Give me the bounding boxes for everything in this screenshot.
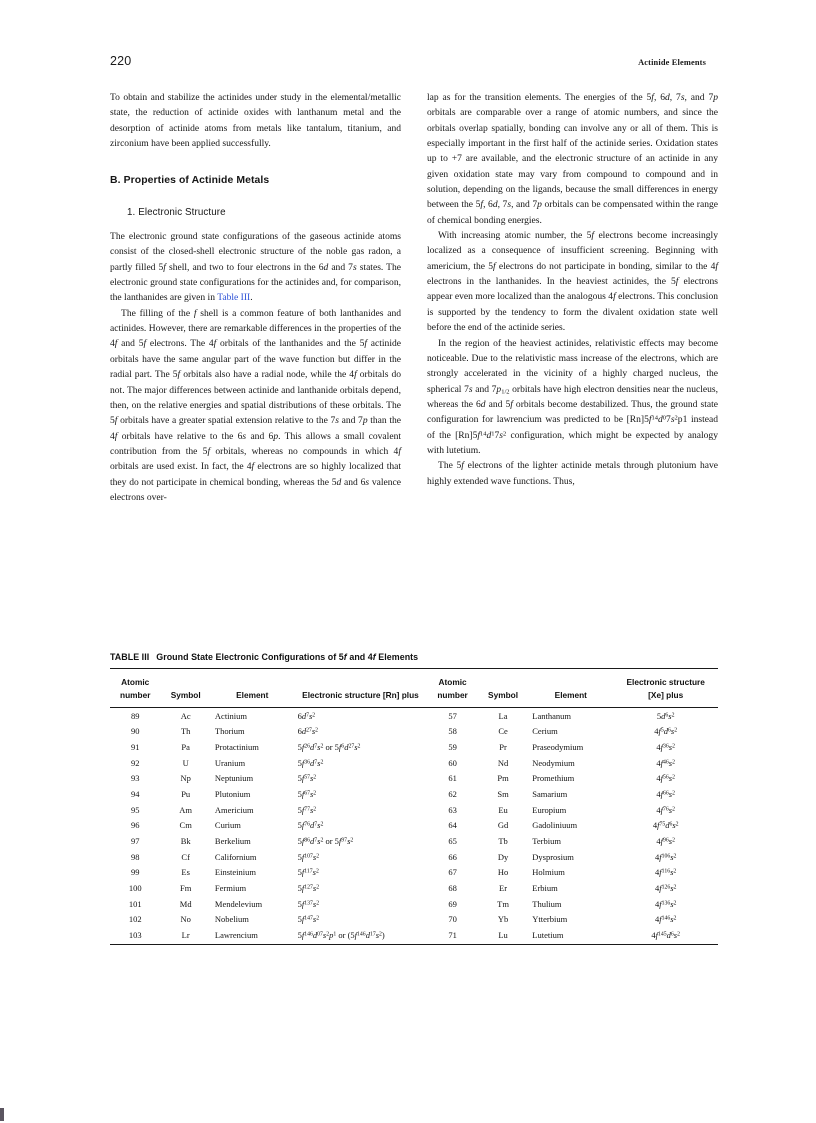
- caption-symbol-f-2: f: [372, 652, 376, 662]
- cell-element-name-right: Praseodymium: [532, 741, 584, 752]
- cell-configuration-xe: $4f^{36}s^2$: [656, 741, 675, 752]
- cell-configuration-rn: $5f^{137}s^2$: [297, 898, 320, 909]
- cell-element-name-right: Dysprosium: [532, 851, 574, 862]
- cell-element-name: Lawrencium: [214, 930, 258, 941]
- cell-element-name: Mendelevium: [214, 898, 263, 909]
- cell-atomic-number-right: 59: [448, 741, 457, 752]
- table-header: [110, 669, 718, 707]
- cell-symbol-right: Gd: [497, 820, 509, 831]
- cell-element-name-right: Neodymium: [532, 757, 575, 768]
- cell-symbol-right: Pr: [499, 741, 507, 752]
- cell-configuration-xe: $4f^{146}s^2$: [654, 914, 677, 925]
- table-row: [110, 834, 718, 850]
- table-title-part3: Elements: [375, 652, 419, 662]
- table-iii-link[interactable]: Table III: [217, 292, 251, 304]
- text-run-d: states. The electronic ground state configurations for the actinides and, for comparison, the lanthanides are given in: [110, 261, 402, 304]
- paragraph-obtain-stabilize: To obtain and stabilize the actinides under study in the elemental/metallic state, the reduction of actinide oxides with lanthanum metal and the desorption of actinide atoms from metals like tantalum, titanium, and zirconium have been applied successfully.: [110, 92, 401, 150]
- table-row: [110, 740, 718, 756]
- symbol-d: d: [323, 261, 329, 273]
- cell-symbol: Md: [179, 898, 192, 909]
- header-config-xe-line2: [Xe] plus: [648, 689, 684, 700]
- table-row: [110, 771, 718, 787]
- cell-atomic-number-right: 61: [448, 773, 457, 784]
- cell-symbol: Lr: [181, 930, 190, 941]
- cell-element-name: Uranium: [214, 757, 246, 768]
- cell-configuration-rn: $6d^7s^2$: [297, 710, 316, 721]
- table-header-row: [110, 669, 718, 707]
- cell-configuration-rn: $5f^{57}s^2$: [297, 773, 317, 784]
- header-symbol-right: Symbol: [488, 689, 519, 700]
- cell-atomic-number-right: 66: [448, 851, 457, 862]
- cell-configuration-rn: $5f^{107}s^2$: [297, 851, 320, 862]
- header-atomic-line2-right: number: [437, 689, 468, 700]
- table-body: [110, 708, 718, 943]
- table-row: [110, 802, 718, 818]
- cell-symbol: Am: [179, 804, 193, 815]
- cell-atomic-number: 97: [130, 836, 140, 847]
- cell-atomic-number: 94: [130, 788, 140, 799]
- cell-atomic-number: 96: [130, 820, 140, 831]
- cell-element-name: Einsteinium: [214, 867, 256, 878]
- cell-atomic-number-right: 60: [448, 757, 457, 768]
- text-run-c: and 7: [328, 261, 353, 273]
- header-element-left: Element: [236, 689, 269, 700]
- cell-atomic-number-right: 58: [448, 726, 457, 737]
- table-bottom-rule: [110, 944, 718, 945]
- header-atomic-number-left: [110, 669, 160, 707]
- symbol-s: s: [352, 261, 357, 273]
- cell-atomic-number: 95: [130, 804, 140, 815]
- header-config-xe-line1: Electronic structure: [626, 677, 705, 687]
- cell-configuration-rn: $5f^{117}s^2$: [297, 867, 319, 878]
- cell-element-name-right: Lanthanum: [532, 710, 571, 721]
- cell-element-name: Berkelium: [214, 836, 251, 847]
- cell-configuration-rn: $5f^{36}d^7s^2$: [297, 757, 324, 768]
- cell-element-name: Americium: [214, 804, 254, 815]
- cell-element-name-right: Lutetium: [532, 930, 564, 941]
- cell-element-name-right: Holmium: [532, 867, 565, 878]
- cell-element-name-right: Erbium: [532, 883, 558, 894]
- cell-atomic-number-right: 63: [448, 804, 457, 815]
- cell-configuration-rn: $5f^{77}s^2$: [297, 804, 317, 815]
- cell-atomic-number-right: 71: [448, 930, 457, 941]
- cell-element-name: Fermium: [214, 883, 247, 894]
- cell-element-name-right: Cerium: [532, 726, 558, 737]
- table-label: TABLE III: [110, 652, 150, 662]
- table-row: [110, 755, 718, 771]
- cell-atomic-number: 92: [130, 757, 140, 768]
- header-config-xe: [613, 669, 718, 707]
- caption-symbol-f-1: f: [343, 652, 347, 662]
- symbol-f: f: [163, 261, 166, 273]
- cell-symbol-right: Lu: [498, 930, 508, 941]
- cell-symbol: Fm: [180, 883, 192, 894]
- cell-atomic-number: 101: [128, 898, 142, 909]
- header-atomic-line1: Atomic: [121, 677, 150, 687]
- cell-configuration-rn: $5f^{146}d^{07}s^2p^1$ or $(5f^{146}d^{17}s^2)$: [297, 930, 385, 941]
- cell-symbol-right: Er: [499, 883, 508, 894]
- cell-configuration-xe: $4f^{66}s^2$: [656, 788, 675, 799]
- cell-symbol: No: [180, 914, 191, 925]
- body-columns: [110, 90, 718, 650]
- cell-symbol-right: Pm: [497, 773, 509, 784]
- cell-element-name: Actinium: [214, 710, 248, 721]
- cell-element-name: Protactinium: [214, 741, 259, 752]
- cell-configuration-xe: $4f^{96}s^2$: [656, 836, 675, 847]
- table-row: [110, 865, 718, 881]
- cell-configuration-xe: $4f^{46}s^2$: [656, 757, 675, 768]
- cell-element-name-right: Ytterbium: [532, 914, 568, 925]
- cell-symbol: Np: [180, 773, 191, 784]
- cell-symbol-right: Eu: [498, 804, 508, 815]
- header-config-rn: Electronic structure [Rn] plus: [302, 689, 419, 700]
- cell-element-name-right: Europium: [532, 804, 567, 815]
- running-head-title: Actinide Elements: [638, 58, 706, 67]
- cell-atomic-number: 89: [130, 710, 140, 721]
- cell-symbol: Th: [180, 726, 191, 737]
- cell-configuration-xe: $4f^{106}s^2$: [654, 851, 677, 862]
- cell-atomic-number: 100: [128, 883, 142, 894]
- cell-element-name: Curium: [214, 820, 241, 831]
- cell-symbol: Cf: [181, 851, 190, 862]
- cell-configuration-xe: $4f^{75}d^6s^2$: [652, 820, 679, 831]
- table-title-part1: Ground State Electronic Configurations of 5: [156, 652, 344, 662]
- cell-element-name: Californium: [214, 851, 257, 862]
- paragraph-lighter-actinide-metals: The 5f electrons of the lighter actinide metals through plutonium have highly extended wave functions. Thus,: [427, 460, 718, 487]
- cell-element-name: Nobelium: [214, 914, 249, 925]
- cell-configuration-xe: $4f^{76}s^2$: [656, 804, 675, 815]
- cell-atomic-number: 103: [128, 930, 142, 941]
- paragraph-filling-f-shell: The filling of the f shell is a common feature of both lanthanides and actinides. However, there are remarkable differences in the properties of the 4f and 5f electrons. The 4f orbitals of the lanthanides and the 5f actinide orbitals have the same angular part of the wave function but differ in the radial part. The 5f orbitals also have a radial node, while the 4f orbitals do not. The major differences between actinide and lanthanide orbitals depend, then, on the relative energies and spatial distributions of these orbitals. The 5f orbitals have a greater spatial extension relative to the 7s and 7p than the 4f orbitals have relative to the 6s and 6p. This allows a small covalent contribution from the 5f orbitals, whereas no compounds in which 4f orbitals are used exist. In fact, the 4f electrons are so highly localized that they do not participate in chemical bonding, whereas the 5d and 6s valence electrons over-: [110, 307, 402, 503]
- cell-symbol-right: Sm: [497, 788, 509, 799]
- header-atomic-line1-right: Atomic: [438, 677, 467, 687]
- table-row: [110, 928, 718, 944]
- text-run-e: .: [250, 292, 253, 304]
- table-row: [110, 818, 718, 834]
- cell-symbol: U: [182, 757, 189, 768]
- page-edge-artifact: [0, 1108, 4, 1121]
- cell-element-name-right: Samarium: [532, 788, 568, 799]
- cell-configuration-xe: $4f^{116}s^2$: [655, 867, 677, 878]
- cell-atomic-number: 91: [130, 741, 140, 752]
- cell-element-name-right: Terbium: [532, 836, 561, 847]
- left-column: [110, 90, 401, 650]
- table-row: [110, 787, 718, 803]
- cell-atomic-number-right: 57: [448, 710, 457, 721]
- table-title-part2: and 4: [346, 652, 373, 662]
- table-row: [110, 724, 718, 740]
- cell-symbol-right: La: [498, 710, 508, 721]
- cell-configuration-rn: $5f^{127}s^2$: [297, 883, 320, 894]
- cell-atomic-number: 99: [130, 867, 140, 878]
- cell-symbol-right: Ce: [498, 726, 508, 737]
- paragraph-electronic-configurations: [110, 229, 401, 306]
- cell-atomic-number-right: 67: [448, 867, 457, 878]
- cell-atomic-number: 98: [130, 851, 140, 862]
- cell-symbol: Bk: [180, 836, 191, 847]
- cell-element-name-right: Thulium: [532, 898, 562, 909]
- cell-configuration-xe: $5d^6s^2$: [656, 710, 675, 721]
- table-row: [110, 881, 718, 897]
- configurations-table-body: [110, 708, 718, 943]
- text-run-b: shell, and two to four electrons in the 6: [165, 261, 324, 273]
- cell-atomic-number-right: 65: [448, 836, 457, 847]
- cell-symbol: Pu: [181, 788, 191, 799]
- cell-symbol-right: Tm: [497, 898, 509, 909]
- table-iii-block: [110, 652, 718, 945]
- cell-atomic-number: 90: [130, 726, 140, 737]
- cell-configuration-xe: $4f^{145}d^6s^2$: [651, 930, 680, 941]
- cell-atomic-number-right: 69: [448, 898, 457, 909]
- header-atomic-line2: number: [120, 689, 151, 700]
- cell-element-name: Thorium: [214, 726, 245, 737]
- cell-configuration-xe: $4f^{56}s^2$: [656, 773, 675, 784]
- cell-configuration-rn: $6d^{27}s^2$: [297, 726, 319, 737]
- running-head: [110, 54, 706, 70]
- section-heading-properties: B. Properties of Actinide Metals: [110, 175, 270, 187]
- page-number: 220: [110, 54, 132, 68]
- cell-symbol-right: Ho: [497, 867, 509, 878]
- cell-symbol-right: Nd: [497, 757, 509, 768]
- cell-symbol-right: Yb: [497, 914, 509, 925]
- cell-symbol: Cm: [179, 820, 192, 831]
- subsection-heading-electronic-structure: 1. Electronic Structure: [127, 206, 226, 218]
- cell-configuration-rn: $5f^{26}d^7s^2$ or $5f^6d^{27}s^2$: [297, 741, 361, 752]
- cell-configuration-xe: $4f^5d^6s^2$: [654, 726, 678, 737]
- cell-element-name-right: Promethium: [532, 773, 575, 784]
- cell-atomic-number-right: 68: [448, 883, 457, 894]
- cell-configuration-rn: $5f^{76}d^7s^2$: [297, 820, 324, 831]
- cell-element-name: Neptunium: [214, 773, 254, 784]
- text-run-a: The electronic ground state configurations of the gaseous actinide atoms consist of the closed-shell electronic structure of the noble gas radon, a partly filled 5: [110, 231, 401, 273]
- cell-atomic-number-right: 64: [448, 820, 457, 831]
- cell-atomic-number-right: 62: [448, 788, 457, 799]
- header-atomic-number-right: [427, 669, 477, 707]
- cell-atomic-number: 93: [130, 773, 140, 784]
- table-row: [110, 849, 718, 865]
- cell-configuration-xe: $4f^{126}s^2$: [654, 883, 677, 894]
- paragraph-increasing-atomic-number: With increasing atomic number, the 5f electrons become increasingly localized as a consequence of insufficient screening. Beginning with americium, the 5f electrons do not participate in bonding, similar to the 4f electrons in the lanthanides. In the heaviest actinides, the 5f electrons appear even more localized than the analogous 4f electrons. This conclusion is supported by the tendency to form the divalent oxidation state well before the end of the actinide series.: [427, 230, 719, 334]
- cell-symbol: Ac: [180, 710, 191, 721]
- cell-configuration-rn: $5f^{67}s^2$: [297, 788, 317, 799]
- table-row: [110, 896, 718, 912]
- cell-configuration-xe: $4f^{136}s^2$: [654, 898, 677, 909]
- header-element-right: Element: [554, 689, 587, 700]
- table-row: [110, 912, 718, 928]
- cell-symbol-right: Dy: [497, 851, 509, 862]
- cell-symbol: Es: [181, 867, 190, 878]
- cell-element-name-right: Gadoliniuum: [532, 820, 578, 831]
- table-row: [110, 708, 718, 724]
- cell-element-name: Plutonium: [214, 788, 251, 799]
- paragraph-overlap-transition: lap as for the transition elements. The energies of the 5f, 6d, 7s, and 7p orbitals are comparable over a range of atomic numbers, and since the orbitals overlap spatially, bonding can involve any or all of them. This is especially important in the first half of the actinide series. Oxidation states up to +7 are available, and the electronic structure of an actinide in any given oxidation state may vary from compound to compound and in solution, depending on the ligands, because the small differences in energy between the 5f, 6d, 7s, and 7p orbitals can be compensated within the range of chemical bonding energies.: [427, 92, 719, 226]
- cell-symbol-right: Tb: [498, 836, 508, 847]
- cell-configuration-rn: $5f^{86}d^7s^2$ or $5f^{97}s^2$: [297, 836, 354, 847]
- table-caption: [110, 652, 718, 662]
- header-symbol-left: Symbol: [170, 689, 201, 700]
- configurations-table: [110, 669, 718, 707]
- cell-atomic-number: 102: [128, 914, 142, 925]
- right-column: [427, 90, 718, 650]
- cell-configuration-rn: $5f^{147}s^2$: [297, 914, 320, 925]
- cell-atomic-number-right: 70: [448, 914, 457, 925]
- cell-symbol: Pa: [181, 741, 190, 752]
- paragraph-relativistic-effects: In the region of the heaviest actinides, relativistic effects may become noticeable. Due to the relativistic mass increase of the electrons, which are strongly accelerated in the vicinity of a highly charged nucleus, the spherical 7s and $7p_{1/2}$ orbitals have high electron densities near the nucleus, whereas the 6d and 5f orbitals become destabilized. Thus, the ground state configuration for lawrencium was predicted to be $[Rn]5f^{14}d^07s^2p1$ instead of the $[Rn]5f^{14}d^17s^2$ configuration, which might be expected by analogy with lutetium.: [427, 337, 718, 456]
